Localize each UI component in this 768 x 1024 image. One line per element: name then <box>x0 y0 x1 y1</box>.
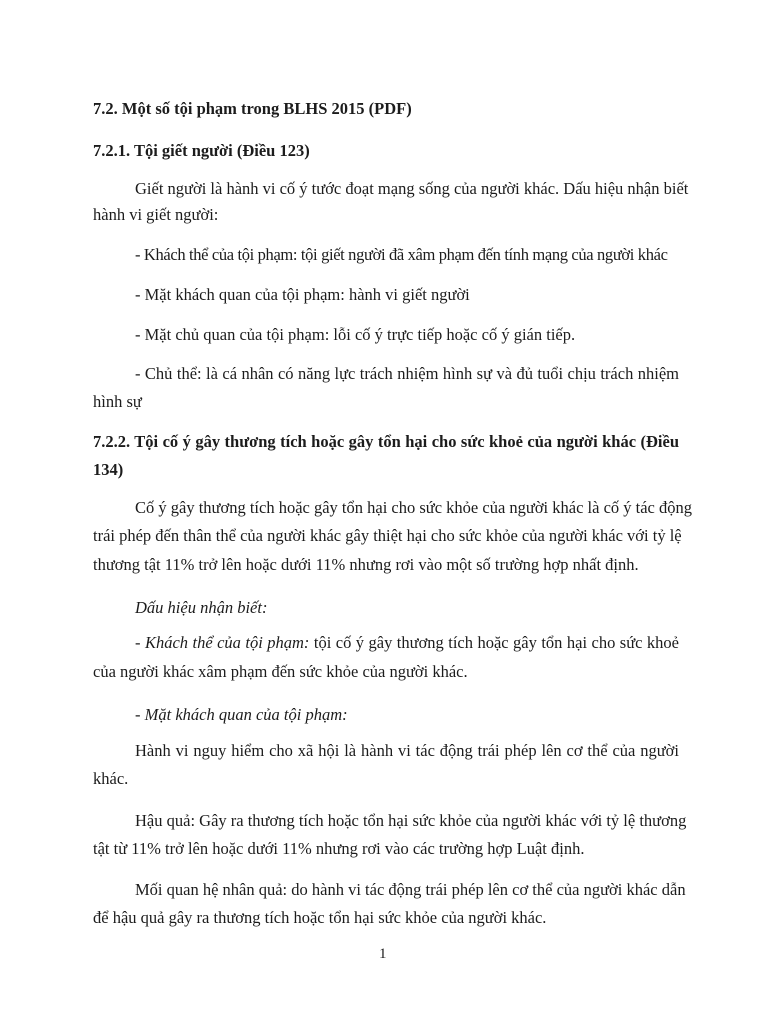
section-heading-7-2: 7.2. Một số tội phạm trong BLHS 2015 (PDF) <box>93 99 412 118</box>
paragraph-line: Cố ý gây thương tích hoặc gây tổn hại cho sức khỏe của người khác là cố ý tác động <box>135 498 693 517</box>
bullet-line: - Khách thể của tội phạm: tội giết người đã xâm phạm đến tính mạng của người khác <box>135 245 668 264</box>
subsection-heading-7-2-2: 7.2.2. Tội cố ý gây thương tích hoặc gây tổn hại cho sức khoẻ của người khác (Điều <box>93 432 679 451</box>
italic-subheading: - Mặt khách quan của tội phạm: <box>135 705 348 724</box>
paragraph-line: để hậu quả gây ra thương tích hoặc tổn hại sức khỏe của người khác. <box>93 908 547 927</box>
paragraph-line: Hành vi nguy hiểm cho xã hội là hành vi tác động trái phép lên cơ thể của người <box>135 741 679 760</box>
paragraph-line: Giết người là hành vi cố ý tước đoạt mạng sống của người khác. Dấu hiệu nhận biết <box>135 179 689 198</box>
paragraph-text: tội cố ý gây thương tích hoặc gây tổn hại cho sức khoẻ <box>309 633 680 652</box>
paragraph-line: hành vi giết người: <box>93 205 219 224</box>
bullet-line: - Chủ thể: là cá nhân có năng lực trách nhiệm hình sự và đủ tuổi chịu trách nhiệm <box>135 364 679 383</box>
paragraph-line <box>135 633 679 653</box>
subsection-heading-7-2-2: 134) <box>93 460 124 479</box>
bullet-line: hình sự <box>93 392 142 411</box>
paragraph-line: Mối quan hệ nhân quả: do hành vi tác động trái phép lên cơ thể của người khác dẫn <box>135 880 686 899</box>
subsection-heading-7-2-1: 7.2.1. Tội giết người (Điều 123) <box>93 141 310 160</box>
paragraph-line: Hậu quả: Gây ra thương tích hoặc tổn hại sức khỏe của người khác với tỷ lệ thương <box>135 811 687 830</box>
italic-label: - Khách thể của tội phạm: <box>135 633 310 652</box>
paragraph-line: của người khác xâm phạm đến sức khỏe của người khác. <box>93 662 468 681</box>
page-number: 1 <box>379 946 387 962</box>
paragraph-line: thương tật 11% trở lên hoặc dưới 11% nhưng rơi vào một số trường hợp nhất định. <box>93 555 639 574</box>
paragraph-line: tật từ 11% trở lên hoặc dưới 11% nhưng rơi vào các trường hợp Luật định. <box>93 839 585 858</box>
bullet-line: - Mặt chủ quan của tội phạm: lỗi cố ý trực tiếp hoặc cố ý gián tiếp. <box>135 325 576 344</box>
paragraph-line: khác. <box>93 769 129 788</box>
italic-subheading: Dấu hiệu nhận biết: <box>135 598 268 617</box>
paragraph-line: trái phép đến thân thể của người khác gây thiệt hại cho sức khỏe của người khác với tỷ lệ <box>93 526 682 545</box>
bullet-line: - Mặt khách quan của tội phạm: hành vi giết người <box>135 285 470 304</box>
